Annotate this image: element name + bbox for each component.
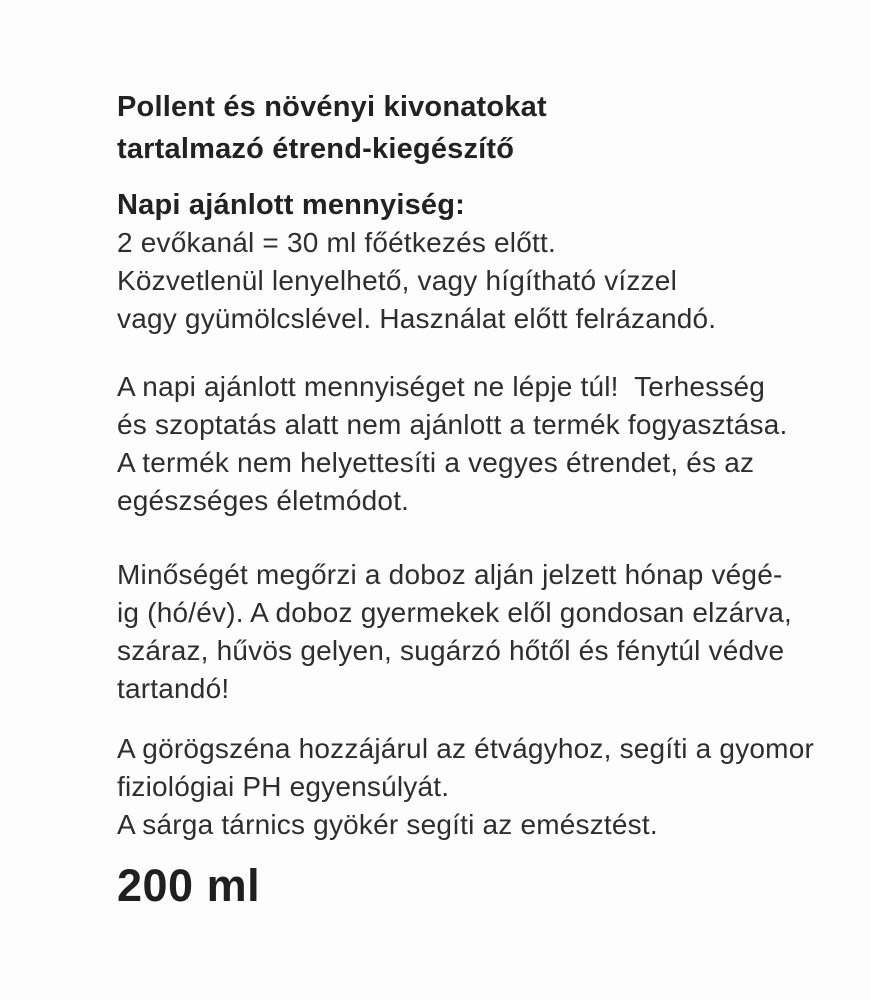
volume-text: 200 ml — [117, 860, 261, 911]
warning-line: A termék nem helyettesíti a vegyes étrendet, és az — [117, 447, 755, 478]
warning-line: egészséges életmódot. — [117, 485, 410, 516]
storage-line: ig (hó/év). A doboz gyermekek elől gondosan elzárva, — [117, 597, 793, 628]
storage-line: száraz, hűvös gelyen, sugárzó hőtől és fénytúl védve — [117, 635, 785, 666]
benefits-line: A görögszéna hozzájárul az étvágyhoz, segíti a gyomor — [117, 733, 814, 764]
warning-line: és szoptatás alatt nem ajánlott a termék fogyasztása. — [117, 409, 788, 440]
dosage-line: Közvetlenül lenyelhető, vagy hígítható vízzel — [117, 265, 678, 296]
dosage-heading: Napi ajánlott mennyiség: — [117, 189, 466, 221]
product-title-line: tartalmazó étrend-kiegészítő — [117, 133, 515, 165]
benefits-line: fiziológiai PH egyensúlyát. — [117, 771, 450, 802]
product-title — [117, 86, 810, 170]
dosage-section — [117, 186, 810, 338]
warning-line: A napi ajánlott mennyiséget ne lépje túl! Terhesség — [117, 371, 766, 402]
warning-section — [117, 368, 810, 520]
storage-line: Minőségét megőrzi a doboz alján jelzett hónap végé- — [117, 559, 783, 590]
storage-line: tartandó! — [117, 673, 230, 704]
product-title-line: Pollent és növényi kivonatokat — [117, 91, 547, 123]
dosage-line: 2 evőkanál = 30 ml főétkezés előtt. — [117, 227, 556, 258]
dosage-line: vagy gyümölcslével. Használat előtt felrázandó. — [117, 303, 717, 334]
benefits-section — [117, 730, 814, 844]
benefits-line: A sárga tárnics gyökér segíti az emésztést. — [117, 809, 658, 840]
storage-section — [117, 556, 810, 708]
